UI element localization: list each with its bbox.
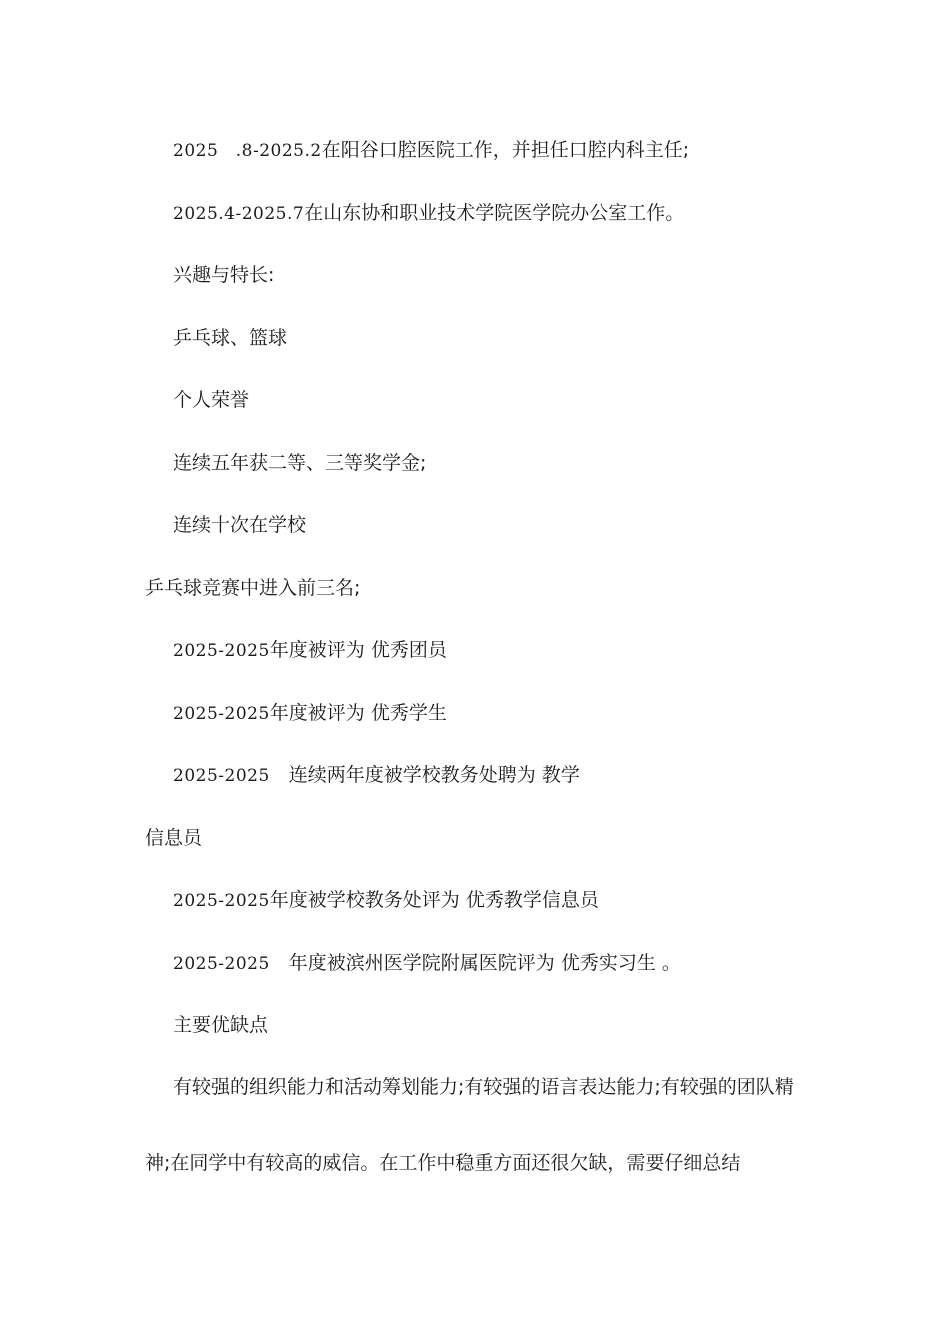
line-text: 在阳谷口腔医院工作，并担任口腔内科主任; <box>321 139 690 161</box>
date-range: 2025-2025 <box>173 641 270 661</box>
date-range: 2025-2025 <box>173 704 270 724</box>
date-range: 2025-2025 <box>173 891 270 911</box>
honor-line-6 <box>173 887 599 913</box>
honor-line-2: 连续十次在学校 <box>173 514 307 536</box>
line-text: 年度被学校教务处评为 优秀教学信息员 <box>269 889 599 911</box>
date-range: 2025 .8-2025.2 <box>173 141 322 161</box>
honor-line-5-continued: 信息员 <box>145 827 203 849</box>
line-text: 在山东协和职业技术学院医学院办公室工作。 <box>304 202 685 224</box>
line-text: 连续两年度被学校教务处聘为 教学 <box>269 764 580 786</box>
line-text: 年度被评为 优秀学生 <box>269 702 447 724</box>
work-history-line-2 <box>173 200 684 226</box>
date-range: 2025-2025 <box>173 954 270 974</box>
strengths-paragraph-line-1: 有较强的组织能力和活动筹划能力;有较强的语言表达能力;有较强的团队精 <box>173 1076 794 1098</box>
honor-line-1: 连续五年获二等、三等奖学金; <box>173 452 427 474</box>
honor-line-4 <box>173 700 447 726</box>
honor-line-5 <box>173 762 580 788</box>
honor-line-3 <box>173 637 447 663</box>
line-text: 年度被评为 优秀团员 <box>269 639 447 661</box>
strengths-paragraph-line-2: 神;在同学中有较高的威信。在工作中稳重方面还很欠缺，需要仔细总结 <box>145 1152 741 1174</box>
section-heading-strengths-weaknesses: 主要优缺点 <box>173 1014 269 1036</box>
line-text: 年度被滨州医学院附属医院评为 优秀实习生 。 <box>269 952 681 974</box>
section-heading-interests: 兴趣与特长: <box>173 264 275 286</box>
work-history-line-1 <box>173 137 689 163</box>
honor-line-7 <box>173 950 681 976</box>
honor-line-2-continued: 乒乓球竞赛中进入前三名; <box>145 577 361 599</box>
date-range: 2025.4-2025.7 <box>173 204 305 224</box>
section-heading-honors: 个人荣誉 <box>173 389 250 411</box>
date-range: 2025-2025 <box>173 766 270 786</box>
interests-text: 乒乓球、篮球 <box>173 327 288 349</box>
